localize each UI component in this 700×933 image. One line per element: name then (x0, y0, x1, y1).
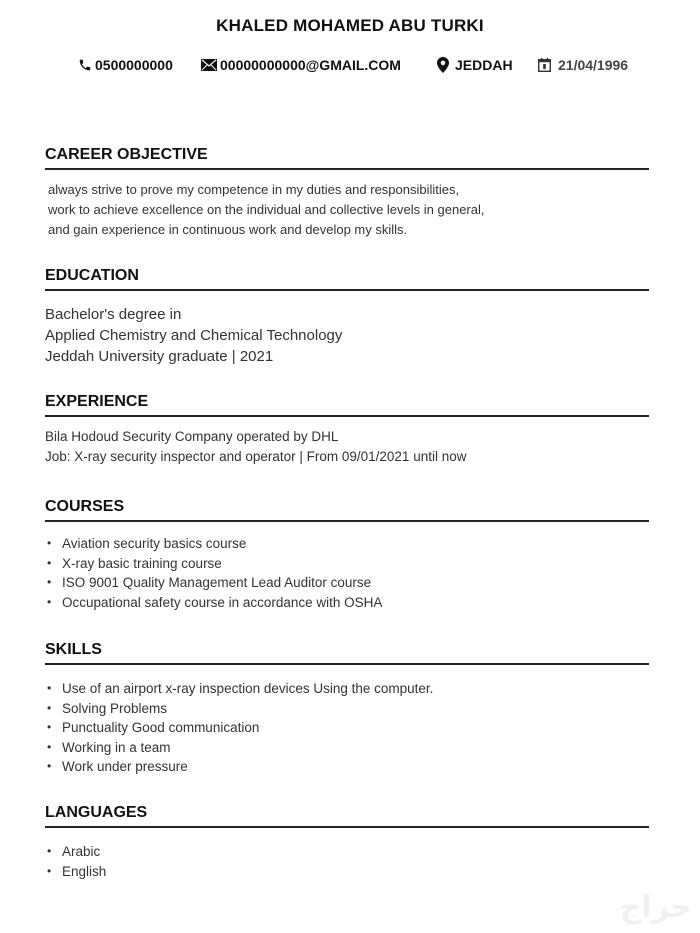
education-details (45, 304, 649, 367)
contact-phone (78, 57, 173, 73)
section-skills (45, 640, 649, 777)
languages-list (45, 842, 649, 881)
section-title: LANGUAGES (45, 803, 649, 828)
section-title: EXPERIENCE (45, 392, 649, 417)
section-title: COURSES (45, 497, 649, 522)
section-title: SKILLS (45, 640, 649, 665)
text-line: and gain experience in continuous work and develop my skills. (48, 222, 408, 237)
list-item: • Punctuality Good communication (45, 718, 649, 738)
text-line: Applied Chemistry and Chemical Technology (45, 327, 343, 344)
experience-details (45, 427, 649, 467)
list-item: • X-ray basic training course (45, 554, 649, 574)
text-line: work to achieve excellence on the individual and collective levels in general, (48, 202, 485, 217)
list-item: • English (45, 862, 649, 882)
watermark-logo: حراج (619, 890, 692, 925)
section-courses (45, 497, 649, 612)
email-address: 00000000000@GMAIL.COM (220, 57, 401, 73)
text-line: Bila Hodoud Security Company operated by DHL (45, 429, 339, 444)
career-objective-text (48, 180, 649, 240)
list-item: • Use of an airport x-ray inspection devices Using the computer. (45, 679, 649, 699)
section-education (45, 266, 649, 367)
section-experience (45, 392, 649, 467)
calendar-icon (538, 58, 551, 72)
phone-number: 0500000000 (95, 57, 173, 73)
birth-date: 21/04/1996 (558, 57, 629, 73)
section-career-objective (45, 145, 649, 240)
text-line: always strive to prove my competence in my duties and responsibilities, (48, 182, 460, 197)
phone-icon (78, 58, 92, 72)
contact-location (437, 57, 513, 73)
section-languages (45, 803, 649, 881)
resume-name: KHALED MOHAMED ABU TURKI (216, 16, 484, 35)
list-item: • Occupational safety course in accordance with OSHA (45, 593, 649, 613)
section-title: CAREER OBJECTIVE (45, 145, 649, 170)
list-item: • Aviation security basics course (45, 534, 649, 554)
list-item: • Solving Problems (45, 699, 649, 719)
text-line: Jeddah University graduate | 2021 (45, 348, 274, 365)
location-pin-icon (437, 57, 449, 73)
list-item: • ISO 9001 Quality Management Lead Auditor course (45, 573, 649, 593)
envelope-icon (201, 59, 217, 71)
text-line: Bachelor's degree in (45, 306, 182, 323)
section-title: EDUCATION (45, 266, 649, 291)
list-item: • Arabic (45, 842, 649, 862)
list-item: • Working in a team (45, 738, 649, 758)
contact-bar (0, 57, 700, 77)
contact-birth-date (538, 57, 628, 73)
contact-email (201, 57, 401, 73)
text-line: Job: X-ray security inspector and operator | From 09/01/2021 until now (45, 449, 467, 464)
list-item: • Work under pressure (45, 757, 649, 777)
courses-list (45, 534, 649, 612)
location-city: JEDDAH (455, 57, 513, 73)
skills-list (45, 679, 649, 777)
